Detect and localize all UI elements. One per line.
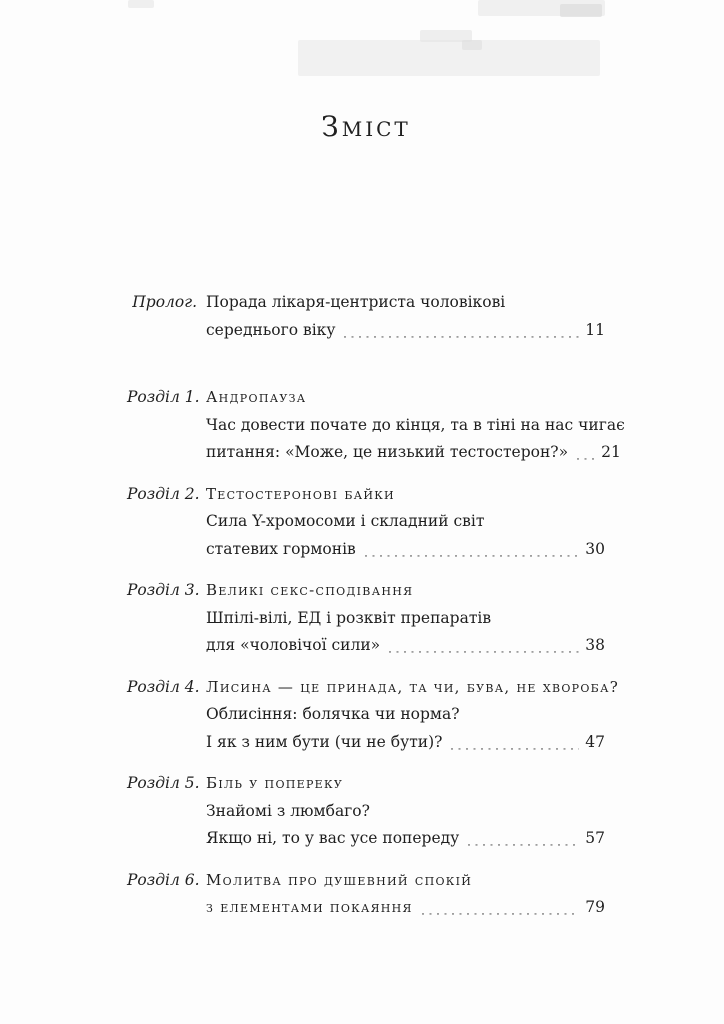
entry-label: Розділ 3.: [127, 581, 200, 599]
entry-row: [206, 701, 605, 729]
entry-row: [206, 508, 605, 536]
dotted-leader: [365, 536, 580, 564]
entry-text: статевих гормонів: [206, 539, 356, 558]
toc-entry: [127, 481, 605, 564]
entry-body: [206, 481, 605, 564]
page-number: 57: [585, 829, 605, 847]
scan-artifact: [462, 40, 482, 50]
entry-row: [206, 384, 605, 412]
scan-artifact: [298, 40, 600, 76]
page-number: 11: [585, 320, 605, 339]
chapter-heading: Тестостеронові байки: [206, 484, 395, 503]
dotted-leader: [422, 894, 580, 922]
entry-row: [206, 894, 605, 922]
entry-label: Розділ 1.: [127, 388, 200, 406]
entry-text: для «чоловічої сили»: [206, 636, 381, 654]
entry-row: [206, 577, 605, 605]
entry-row: [206, 439, 621, 467]
entry-label: Пролог.: [132, 293, 197, 311]
entry-body: [206, 674, 620, 757]
toc-entry: [127, 867, 605, 922]
entry-label: Розділ 4.: [127, 677, 200, 696]
entry-body: [206, 384, 625, 467]
entry-row: [206, 798, 605, 826]
page-number: 38: [585, 636, 605, 654]
entry-text: Облисіння: болячка чи норма?: [206, 705, 460, 723]
toc-entry: [127, 674, 620, 757]
entry-body: [206, 289, 605, 344]
dotted-leader: [451, 729, 579, 757]
entry-row: [206, 481, 605, 509]
page-number: 30: [585, 539, 605, 558]
chapter-heading: Великі секс-сподівання: [206, 581, 414, 599]
entry-label: Розділ 5.: [127, 774, 200, 792]
toc-entry: [127, 577, 605, 660]
scan-artifact: [128, 0, 154, 8]
entry-row: [206, 317, 605, 345]
entry-text: середнього віку: [206, 320, 336, 339]
page-number: 79: [585, 898, 605, 916]
dotted-leader: [389, 632, 579, 660]
entry-label: Розділ 2.: [127, 484, 200, 503]
entry-row: [206, 536, 605, 564]
entry-row: [206, 867, 605, 895]
dotted-leader: [468, 825, 579, 853]
dotted-leader: [577, 439, 595, 467]
entry-text: І як з ним бути (чи не бути)?: [206, 732, 443, 751]
toc-entry: [127, 384, 625, 467]
page-title: Зміст: [321, 110, 411, 143]
entry-text: питання: «Може, це низький тестостерон?»: [206, 443, 569, 461]
entry-body: [206, 770, 605, 853]
page-number: 21: [601, 443, 621, 461]
chapter-heading: Біль у попереку: [206, 774, 344, 792]
entry-row: [206, 770, 605, 798]
entry-row: [206, 674, 620, 702]
entry-body: [206, 867, 605, 922]
entry-body: [206, 577, 605, 660]
entry-row: [206, 412, 625, 440]
entry-text: Сила Y-хромосоми і складний світ: [206, 512, 485, 530]
entry-text: Порада лікаря-центриста чоловікові: [206, 293, 506, 311]
entry-row: [206, 729, 605, 757]
entry-text: Якщо ні, то у вас усе попереду: [206, 829, 460, 847]
toc-entry: [127, 770, 605, 853]
chapter-heading: Лисина — це принада, та чи, бува, не хвороба?: [206, 677, 620, 696]
entry-text: Час довести почате до кінця, та в тіні на нас чигає: [206, 415, 625, 434]
entry-text: Шпілі-вілі, ЕД і розквіт препаратів: [206, 608, 492, 627]
entry-label: Розділ 6.: [127, 870, 200, 889]
entry-row: [206, 632, 605, 660]
page-number: 47: [585, 732, 605, 751]
dotted-leader: [344, 317, 579, 345]
chapter-heading: Андропауза: [206, 388, 307, 406]
chapter-heading: Молитва про душевний спокій: [206, 870, 473, 889]
chapter-heading: з елементами покаяння: [206, 898, 413, 916]
entry-row: [206, 605, 605, 633]
entry-text: Знайомі з люмбаго?: [206, 801, 370, 820]
table-of-contents: [127, 110, 625, 936]
entry-row: [206, 825, 605, 853]
entry-row: [206, 289, 605, 317]
toc-entry: [127, 289, 605, 344]
scan-artifact: [560, 4, 602, 17]
